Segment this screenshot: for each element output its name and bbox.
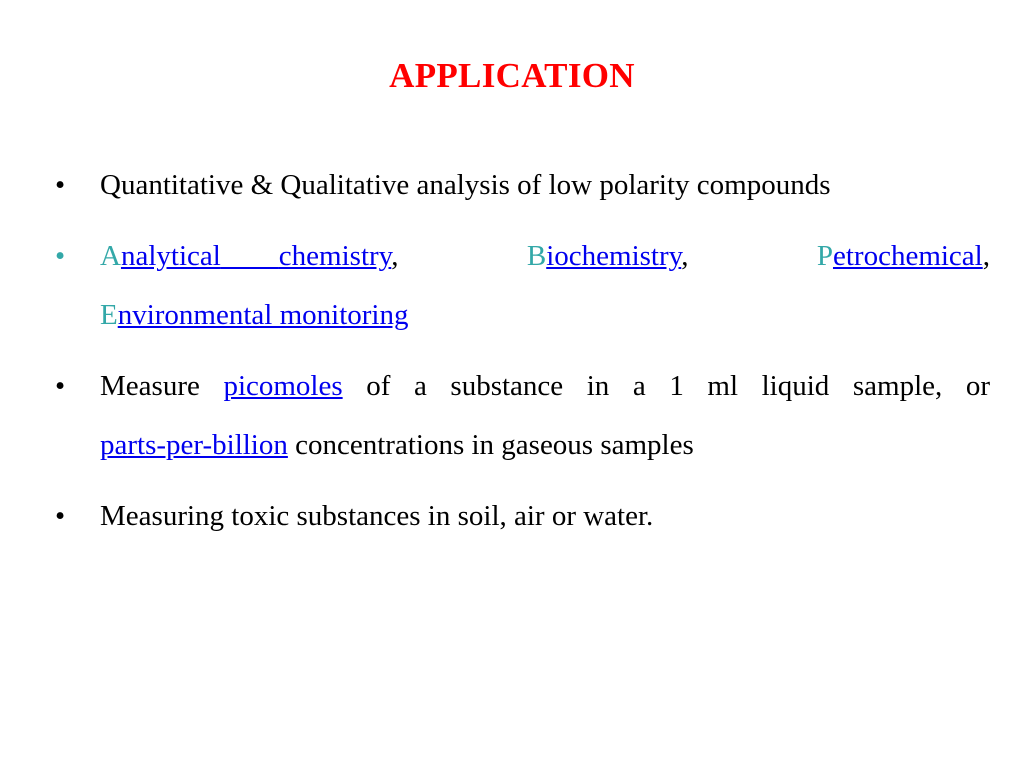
- link-analytical-chemistry[interactable]: nalytical chemistry: [120, 240, 392, 272]
- bullet-item-fields: [55, 227, 990, 345]
- measure-line-2: parts-per-billion concentrations in gaseous samples: [100, 429, 694, 461]
- slide-title: APPLICATION: [389, 56, 635, 95]
- fields-row: [100, 227, 990, 286]
- bullet-item-measure-picomoles: [55, 357, 990, 475]
- link-environmental-monitoring[interactable]: nvironmental monitoring: [117, 299, 409, 331]
- bullet-dot-icon: •: [55, 500, 66, 532]
- accent-letter: P: [816, 240, 833, 272]
- measure-line-1: Measure picomoles of a substance in a 1 ml liquid sample, or: [100, 370, 991, 402]
- accent-letter: B: [526, 240, 547, 272]
- bullet-dot-icon: •: [55, 169, 66, 201]
- link-biochemistry[interactable]: iochemistry: [546, 240, 682, 272]
- bullet-item-quant-qual: [55, 156, 990, 215]
- accent-letter: A: [100, 240, 121, 272]
- bullet-text: Quantitative & Qualitative analysis of low polarity compounds: [100, 169, 831, 201]
- accent-letter: E: [100, 299, 118, 331]
- link-parts-per-billion[interactable]: parts-per-billion: [100, 429, 288, 461]
- bullet-text: Measuring toxic substances in soil, air or water.: [100, 500, 654, 532]
- field-biochemistry: Biochemistry,: [526, 240, 689, 272]
- bullet-dot-icon: •: [55, 370, 66, 402]
- field-analytical-chemistry: Analytical chemistry,: [100, 240, 399, 272]
- bullet-dot-icon: •: [55, 240, 66, 272]
- fields-row-2: [100, 286, 990, 345]
- link-picomoles[interactable]: picomoles: [223, 370, 343, 402]
- field-petrochemical: Petrochemical,: [816, 240, 990, 272]
- bullet-list: [55, 156, 990, 558]
- link-petrochemical[interactable]: etrochemical: [832, 240, 983, 272]
- bullet-item-toxic-substances: [55, 487, 990, 546]
